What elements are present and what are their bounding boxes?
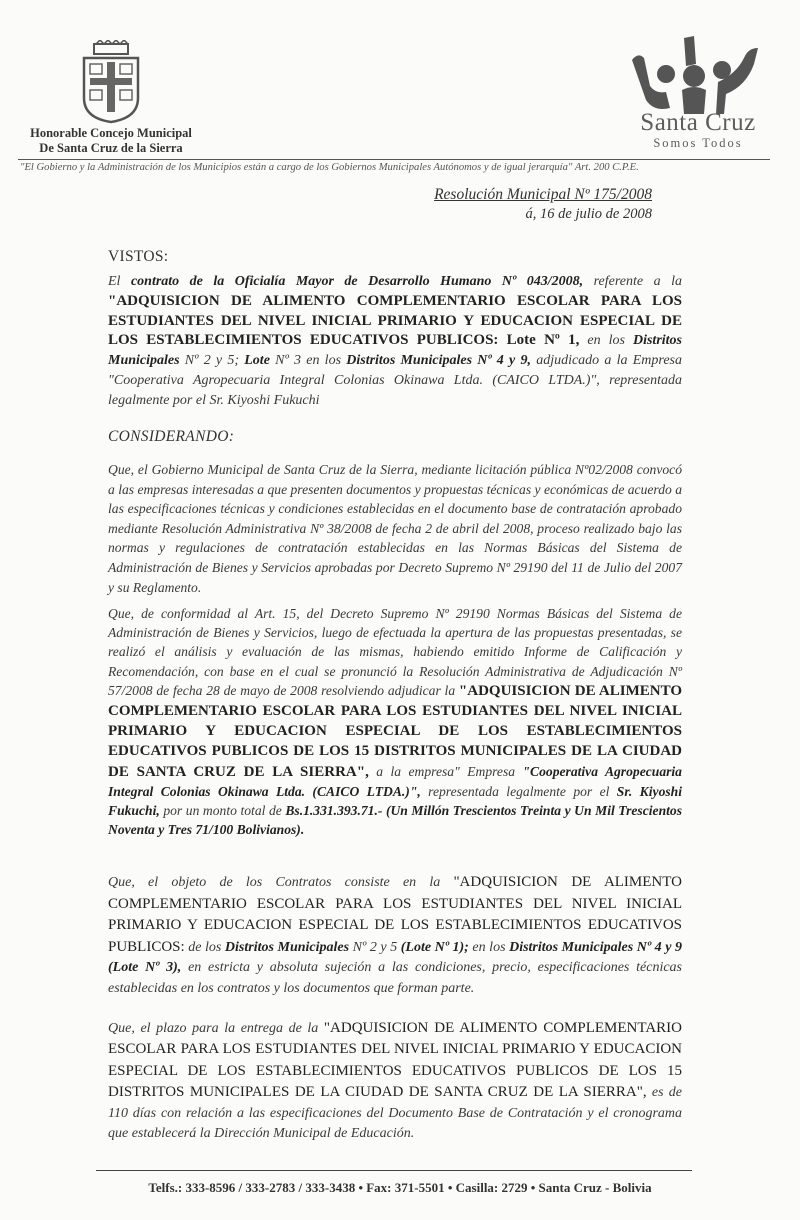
resolution-date: á, 16 de julio de 2008 <box>525 206 652 222</box>
brand-slogan: Somos Todos <box>653 136 743 150</box>
santa-cruz-logo-icon <box>626 34 770 120</box>
vistos-heading: VISTOS: <box>108 248 169 265</box>
considerando-heading: CONSIDERANDO: <box>108 428 235 445</box>
constitution-quote: "El Gobierno y la Administración de los Municipios están a cargo de los Gobiernos Municipales Autónomos y de igual jerarquía" Art. 200 C.P.E. <box>20 162 639 173</box>
municipal-crest-icon <box>80 40 142 124</box>
brand-name: Santa Cruz <box>640 109 756 136</box>
council-name <box>16 126 206 156</box>
considerando-paragraph-1: Que, el Gobierno Municipal de Santa Cruz de la Sierra, mediante licitación pública Nº02/2008 convocó a las empresas interesadas a que presenten documentos y propuestas técnicas y económicas de acuerdo a las especificaciones técnicas y condiciones establecidas en el documento base de contratación aprobado mediante Resolución Administrativa Nº 38/2008 de fecha 2 de abril del 2008, proceso realizado bajo las normas y regulaciones de contratación establecidas en las Normas Básicas del Sistema de Administración de Bienes y Servicios aprobadas por Decreto Supremo Nº 29190 del 11 de Julio del 2007 y su Reglamento. <box>108 462 682 595</box>
resolution-title: Resolución Municipal Nº 175/2008 <box>434 186 652 203</box>
council-line-2: De Santa Cruz de la Sierra <box>39 141 183 155</box>
considerando-paragraph-4: Que, el plazo para la entrega de la "ADQUISICION DE ALIMENTO COMPLEMENTARIO ESCOLAR PARA LOS ESTUDIANTES DEL NIVEL INICIAL PRIMARIO Y EDUCACION ESPECIAL DE LOS ESTABLECIMIENTOS EDUCATIVOS PUBLICOS DE LOS 15 DISTRITOS MUNICIPALES DE LA CIUDAD DE SANTA CRUZ DE LA SIERRA", es de 110 días con relación a las especificaciones del Documento Base de Contratación y el cronograma que establecerá la Dirección Municipal de Educación. <box>108 1020 683 1142</box>
considerando-paragraph-2: Que, de conformidad al Art. 15, del Decreto Supremo Nº 29190 Normas Básicas del Sistema de Administración de Bienes y Servicios, luego de efectuada la apertura de las propuestas presentadas, se realizó el análisis y evaluación de las mismas, habiendo emitido Informe de Calificación y Recomendación, con base en el cual se pronunció la Resolución Administrativa de Adjudicación Nº 57/2008 de fecha 28 de mayo de 2008 resolviendo adjudicar la "ADQUISICION DE ALIMENTO COMPLEMENTARIO ESCOLAR PARA LOS ESTUDIANTES DEL NIVEL INICIAL PRIMARIO Y EDUCACION ESPECIAL DE LOS ESTABLECIMIENTOS EDUCATIVOS PUBLICOS DE LOS 15 DISTRITOS MUNICIPALES DE LA CIUDAD DE SANTA CRUZ DE LA SIERRA", a la empresa" Empresa "Cooperativa Agropecuaria Integral Colonias Okinawa Ltda. (CAICO LTDA.)", representada legalmente por el Sr. Kiyoshi Fukuchi, por un monto total de Bs.1.331.393.71.- (Un Millón Trescientos Treinta y Un Mil Trescientos Noventa y Tres 71/100 Bolivianos). <box>108 606 682 838</box>
vistos-paragraph: El contrato de la Oficialía Mayor de Desarrollo Humano Nº 043/2008, referente a la "ADQUISICION DE ALIMENTO COMPLEMENTARIO ESCOLAR PARA LOS ESTUDIANTES DEL NIVEL INICIAL PRIMARIO Y EDUCACION ESPECIAL DE LOS ESTABLECIMIENTOS EDUCATIVOS PUBLICOS: Lote Nº 1, en los Distritos Municipales Nº 2 y 5; Lote Nº 3 en los Distritos Municipales Nº 4 y 9, adjudicado a la Empresa "Cooperativa Agropecuaria Integral Colonias Okinawa Ltda. (CAICO LTDA.)", representada legalmente por el Sr. Kiyoshi Fukuchi <box>108 274 682 408</box>
footer-divider <box>96 1170 692 1171</box>
footer-contact: Telfs.: 333-8596 / 333-2783 / 333-3438 • Fax: 371-5501 • Casilla: 2729 • Santa Cruz - Bolivia <box>148 1180 652 1195</box>
santa-cruz-brand <box>620 110 776 150</box>
header-divider <box>18 159 770 160</box>
council-line-1: Honorable Concejo Municipal <box>30 126 192 140</box>
considerando-paragraph-3: Que, el objeto de los Contratos consiste en la "ADQUISICION DE ALIMENTO COMPLEMENTARIO ESCOLAR PARA LOS ESTUDIANTES DEL NIVEL INICIAL PRIMARIO Y EDUCACION ESPECIAL DE LOS ESTABLECIMIENTOS EDUCATIVOS PUBLICOS: de los Distritos Municipales Nº 2 y 5 (Lote Nº 1); en los Distritos Municipales Nº 4 y 9 (Lote Nº 3), en estricta y absoluta sujeción a las condiciones, precio, especificaciones técnicas establecidas en los contratos y los documentos que forman parte. <box>108 874 682 996</box>
